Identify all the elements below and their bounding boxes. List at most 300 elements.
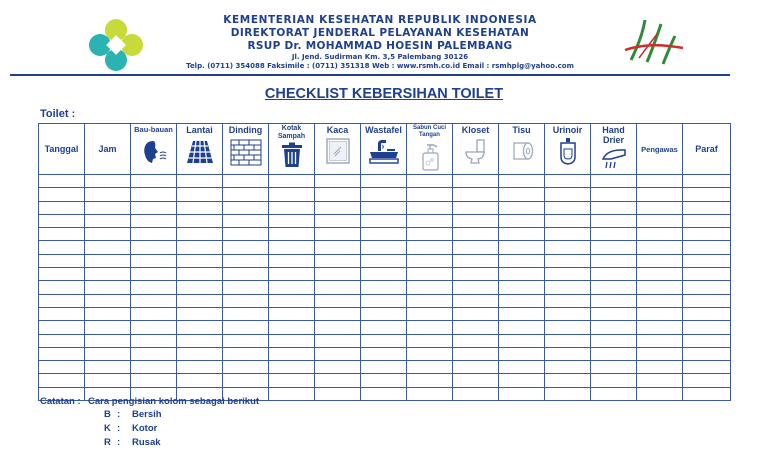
table-cell[interactable] <box>131 214 177 227</box>
table-cell[interactable] <box>315 268 361 281</box>
table-cell[interactable] <box>39 321 85 334</box>
table-cell[interactable] <box>407 175 453 188</box>
table-cell[interactable] <box>453 374 499 387</box>
table-cell[interactable] <box>177 241 223 254</box>
table-cell[interactable] <box>39 374 85 387</box>
table-cell[interactable] <box>269 281 315 294</box>
table-cell[interactable] <box>315 361 361 374</box>
table-cell[interactable] <box>683 254 731 267</box>
table-cell[interactable] <box>177 307 223 320</box>
table-cell[interactable] <box>315 281 361 294</box>
table-cell[interactable] <box>177 214 223 227</box>
table-cell[interactable] <box>407 334 453 347</box>
table-cell[interactable] <box>591 201 637 214</box>
page-title: CHECKLIST KEBERSIHAN TOILET <box>264 86 504 102</box>
table-cell[interactable] <box>269 307 315 320</box>
table-cell[interactable] <box>85 214 131 227</box>
table-cell[interactable] <box>39 241 85 254</box>
table-cell[interactable] <box>131 374 177 387</box>
table-cell[interactable] <box>39 228 85 241</box>
catatan-label: Catatan : <box>40 396 81 407</box>
table-cell[interactable] <box>407 307 453 320</box>
table-cell[interactable] <box>499 387 545 400</box>
table-cell[interactable] <box>637 321 683 334</box>
table-cell[interactable] <box>315 228 361 241</box>
col-tanggal: Tanggal <box>39 124 85 175</box>
table-cell[interactable] <box>223 254 269 267</box>
legend-code: B <box>104 409 111 420</box>
table-cell[interactable] <box>361 268 407 281</box>
table-row <box>39 175 731 188</box>
table-cell[interactable] <box>85 228 131 241</box>
table-cell[interactable] <box>545 201 591 214</box>
col-lantai: Lantai <box>177 124 223 175</box>
table-cell[interactable] <box>315 241 361 254</box>
table-cell[interactable] <box>361 307 407 320</box>
table-cell[interactable] <box>223 228 269 241</box>
table-row <box>39 201 731 214</box>
table-cell[interactable] <box>545 281 591 294</box>
table-cell[interactable] <box>85 374 131 387</box>
table-cell[interactable] <box>131 334 177 347</box>
table-cell[interactable] <box>361 374 407 387</box>
table-cell[interactable] <box>85 241 131 254</box>
table-cell[interactable] <box>683 214 731 227</box>
table-cell[interactable] <box>177 347 223 360</box>
table-cell[interactable] <box>499 228 545 241</box>
table-cell[interactable] <box>637 374 683 387</box>
table-row <box>39 294 731 307</box>
table-cell[interactable] <box>85 307 131 320</box>
table-cell[interactable] <box>223 334 269 347</box>
table-cell[interactable] <box>591 268 637 281</box>
table-cell[interactable] <box>637 188 683 201</box>
table-cell[interactable] <box>407 254 453 267</box>
table-cell[interactable] <box>131 201 177 214</box>
urinal-icon <box>553 137 583 167</box>
table-cell[interactable] <box>545 268 591 281</box>
table-cell[interactable] <box>361 294 407 307</box>
table-cell[interactable] <box>591 241 637 254</box>
table-cell[interactable] <box>85 347 131 360</box>
col-dinding: Dinding <box>223 124 269 175</box>
table-cell[interactable] <box>499 334 545 347</box>
table-cell[interactable] <box>683 228 731 241</box>
table-cell[interactable] <box>453 307 499 320</box>
table-cell[interactable] <box>269 321 315 334</box>
table-cell[interactable] <box>683 241 731 254</box>
table-cell[interactable] <box>407 387 453 400</box>
table-cell[interactable] <box>131 228 177 241</box>
mirror-icon <box>323 137 353 165</box>
legend-sep: : <box>117 423 121 434</box>
table-cell[interactable] <box>177 188 223 201</box>
table-cell[interactable] <box>637 241 683 254</box>
col-kloset: Kloset <box>453 124 499 175</box>
table-cell[interactable] <box>361 334 407 347</box>
table-cell[interactable] <box>85 188 131 201</box>
table-cell[interactable] <box>269 175 315 188</box>
table-cell[interactable] <box>407 347 453 360</box>
table-cell[interactable] <box>315 321 361 334</box>
table-cell[interactable] <box>269 294 315 307</box>
table-cell[interactable] <box>499 268 545 281</box>
table-cell[interactable] <box>683 307 731 320</box>
checklist-body <box>39 175 731 401</box>
col-urinoir: Urinoir <box>545 124 591 175</box>
table-cell[interactable] <box>453 214 499 227</box>
table-cell[interactable] <box>361 201 407 214</box>
table-cell[interactable] <box>453 321 499 334</box>
table-row <box>39 347 731 360</box>
hand-dryer-icon <box>599 147 629 171</box>
table-cell[interactable] <box>315 387 361 400</box>
table-cell[interactable] <box>499 294 545 307</box>
brick-wall-icon <box>230 137 262 167</box>
table-cell[interactable] <box>683 387 731 400</box>
table-cell[interactable] <box>177 201 223 214</box>
table-cell[interactable] <box>131 321 177 334</box>
table-cell[interactable] <box>269 268 315 281</box>
table-cell[interactable] <box>453 241 499 254</box>
table-cell[interactable] <box>85 321 131 334</box>
table-cell[interactable] <box>637 201 683 214</box>
table-cell[interactable] <box>39 334 85 347</box>
table-cell[interactable] <box>591 228 637 241</box>
table-cell[interactable] <box>499 201 545 214</box>
table-cell[interactable] <box>177 374 223 387</box>
toilet-label: Toilet : <box>40 108 76 120</box>
table-cell[interactable] <box>131 268 177 281</box>
table-cell[interactable] <box>591 214 637 227</box>
table-cell[interactable] <box>39 347 85 360</box>
table-cell[interactable] <box>223 321 269 334</box>
table-cell[interactable] <box>591 387 637 400</box>
table-cell[interactable] <box>591 294 637 307</box>
table-cell[interactable] <box>361 175 407 188</box>
header-address: Jl. Jend. Sudirman Km. 3,5 Palembang 30126 <box>291 53 469 61</box>
table-cell[interactable] <box>499 281 545 294</box>
table-cell[interactable] <box>85 201 131 214</box>
table-row <box>39 254 731 267</box>
table-cell[interactable] <box>637 175 683 188</box>
table-cell[interactable] <box>637 268 683 281</box>
table-cell[interactable] <box>545 374 591 387</box>
table-cell[interactable] <box>499 188 545 201</box>
table-cell[interactable] <box>545 387 591 400</box>
table-cell[interactable] <box>131 281 177 294</box>
table-cell[interactable] <box>177 334 223 347</box>
table-row <box>39 361 731 374</box>
table-cell[interactable] <box>177 228 223 241</box>
table-cell[interactable] <box>131 294 177 307</box>
table-cell[interactable] <box>177 175 223 188</box>
table-cell[interactable] <box>177 361 223 374</box>
soap-dispenser-icon <box>415 141 445 171</box>
table-cell[interactable] <box>453 228 499 241</box>
table-cell[interactable] <box>637 281 683 294</box>
table-row <box>39 374 731 387</box>
table-cell[interactable] <box>453 387 499 400</box>
table-cell[interactable] <box>591 188 637 201</box>
table-cell[interactable] <box>499 374 545 387</box>
table-cell[interactable] <box>637 334 683 347</box>
table-cell[interactable] <box>223 241 269 254</box>
table-cell[interactable] <box>591 281 637 294</box>
table-cell[interactable] <box>85 334 131 347</box>
table-cell[interactable] <box>591 307 637 320</box>
table-cell[interactable] <box>177 321 223 334</box>
table-cell[interactable] <box>499 321 545 334</box>
table-cell[interactable] <box>591 254 637 267</box>
table-cell[interactable] <box>315 334 361 347</box>
toilet-icon <box>461 137 491 165</box>
table-cell[interactable] <box>407 321 453 334</box>
table-cell[interactable] <box>545 228 591 241</box>
table-cell[interactable] <box>499 307 545 320</box>
table-cell[interactable] <box>499 347 545 360</box>
col-sabun-cuci-tangan: Sabun Cuci Tangan <box>407 124 453 175</box>
table-cell[interactable] <box>85 175 131 188</box>
header-contact: Telp. (0711) 354088 Faksimile : (0711) 351318 Web : www.rsmh.co.id Email : rsmhplg@yahoo.com <box>186 62 574 70</box>
table-cell[interactable] <box>315 175 361 188</box>
table-cell[interactable] <box>269 347 315 360</box>
table-cell[interactable] <box>683 281 731 294</box>
table-cell[interactable] <box>545 294 591 307</box>
legend-code: K <box>104 423 111 434</box>
table-cell[interactable] <box>683 294 731 307</box>
table-cell[interactable] <box>407 188 453 201</box>
table-cell[interactable] <box>545 321 591 334</box>
table-cell[interactable] <box>683 175 731 188</box>
table-cell[interactable] <box>131 175 177 188</box>
table-cell[interactable] <box>683 268 731 281</box>
table-cell[interactable] <box>453 334 499 347</box>
smell-face-icon <box>139 137 169 167</box>
catatan-text: Cara pengisian kolom sebagai berikut <box>88 396 260 407</box>
table-cell[interactable] <box>223 268 269 281</box>
col-kotak-sampah: Kotak Sampah <box>269 124 315 175</box>
table-cell[interactable] <box>545 347 591 360</box>
table-cell[interactable] <box>407 228 453 241</box>
table-cell[interactable] <box>269 228 315 241</box>
table-cell[interactable] <box>361 254 407 267</box>
table-cell[interactable] <box>637 361 683 374</box>
table-cell[interactable] <box>407 374 453 387</box>
col-paraf: Paraf <box>683 124 731 175</box>
table-cell[interactable] <box>361 361 407 374</box>
table-cell[interactable] <box>453 347 499 360</box>
table-cell[interactable] <box>407 214 453 227</box>
table-cell[interactable] <box>223 201 269 214</box>
table-cell[interactable] <box>453 281 499 294</box>
table-cell[interactable] <box>637 347 683 360</box>
table-cell[interactable] <box>591 347 637 360</box>
table-cell[interactable] <box>545 254 591 267</box>
table-cell[interactable] <box>223 374 269 387</box>
table-cell[interactable] <box>223 347 269 360</box>
table-cell[interactable] <box>269 387 315 400</box>
table-cell[interactable] <box>591 175 637 188</box>
table-cell[interactable] <box>269 374 315 387</box>
table-cell[interactable] <box>315 214 361 227</box>
table-cell[interactable] <box>361 188 407 201</box>
table-header-row <box>39 124 731 175</box>
table-cell[interactable] <box>269 361 315 374</box>
table-cell[interactable] <box>131 254 177 267</box>
table-cell[interactable] <box>269 254 315 267</box>
table-cell[interactable] <box>39 188 85 201</box>
table-cell[interactable] <box>545 334 591 347</box>
table-cell[interactable] <box>545 175 591 188</box>
table-cell[interactable] <box>453 268 499 281</box>
table-cell[interactable] <box>637 387 683 400</box>
table-cell[interactable] <box>39 281 85 294</box>
table-cell[interactable] <box>453 175 499 188</box>
kemenkes-logo <box>82 14 150 76</box>
table-cell[interactable] <box>39 254 85 267</box>
table-cell[interactable] <box>177 294 223 307</box>
table-cell[interactable] <box>637 294 683 307</box>
table-cell[interactable] <box>315 307 361 320</box>
floor-tiles-icon <box>185 137 215 167</box>
checklist-table <box>38 123 731 401</box>
table-cell[interactable] <box>499 175 545 188</box>
table-cell[interactable] <box>315 254 361 267</box>
table-cell[interactable] <box>39 214 85 227</box>
col-hand-drier: Hand Drier <box>591 124 637 175</box>
table-cell[interactable] <box>453 361 499 374</box>
table-cell[interactable] <box>591 374 637 387</box>
table-cell[interactable] <box>223 175 269 188</box>
table-cell[interactable] <box>315 347 361 360</box>
table-cell[interactable] <box>131 361 177 374</box>
rsmh-logo <box>617 14 689 70</box>
table-cell[interactable] <box>223 294 269 307</box>
table-cell[interactable] <box>683 201 731 214</box>
table-cell[interactable] <box>361 347 407 360</box>
table-cell[interactable] <box>85 294 131 307</box>
table-cell[interactable] <box>407 241 453 254</box>
table-cell[interactable] <box>637 307 683 320</box>
table-cell[interactable] <box>39 294 85 307</box>
table-cell[interactable] <box>361 228 407 241</box>
table-row <box>39 321 731 334</box>
table-cell[interactable] <box>361 241 407 254</box>
table-cell[interactable] <box>315 374 361 387</box>
legend-sep: : <box>117 409 121 420</box>
table-cell[interactable] <box>407 281 453 294</box>
table-cell[interactable] <box>269 334 315 347</box>
table-cell[interactable] <box>131 188 177 201</box>
table-cell[interactable] <box>315 188 361 201</box>
table-cell[interactable] <box>683 334 731 347</box>
table-cell[interactable] <box>315 201 361 214</box>
table-cell[interactable] <box>453 188 499 201</box>
table-row <box>39 228 731 241</box>
table-cell[interactable] <box>499 361 545 374</box>
table-cell[interactable] <box>269 214 315 227</box>
table-cell[interactable] <box>683 188 731 201</box>
table-cell[interactable] <box>361 321 407 334</box>
header-ministry: KEMENTERIAN KESEHATAN REPUBLIK INDONESIA <box>223 14 537 26</box>
table-cell[interactable] <box>545 361 591 374</box>
table-cell[interactable] <box>361 387 407 400</box>
table-cell[interactable] <box>223 281 269 294</box>
table-cell[interactable] <box>545 214 591 227</box>
table-cell[interactable] <box>223 307 269 320</box>
table-cell[interactable] <box>591 361 637 374</box>
table-cell[interactable] <box>39 268 85 281</box>
table-cell[interactable] <box>683 321 731 334</box>
table-cell[interactable] <box>637 214 683 227</box>
table-row <box>39 188 731 201</box>
table-cell[interactable] <box>637 254 683 267</box>
table-cell[interactable] <box>269 201 315 214</box>
table-cell[interactable] <box>39 175 85 188</box>
header-hospital: RSUP Dr. MOHAMMAD HOESIN PALEMBANG <box>247 40 513 52</box>
table-cell[interactable] <box>39 307 85 320</box>
table-row <box>39 214 731 227</box>
table-cell[interactable] <box>637 228 683 241</box>
table-cell[interactable] <box>545 307 591 320</box>
col-kaca: Kaca <box>315 124 361 175</box>
table-cell[interactable] <box>407 201 453 214</box>
table-cell[interactable] <box>407 294 453 307</box>
table-cell[interactable] <box>39 201 85 214</box>
table-cell[interactable] <box>131 347 177 360</box>
table-cell[interactable] <box>269 241 315 254</box>
table-cell[interactable] <box>39 361 85 374</box>
table-cell[interactable] <box>85 361 131 374</box>
table-cell[interactable] <box>453 201 499 214</box>
table-cell[interactable] <box>223 214 269 227</box>
table-cell[interactable] <box>85 254 131 267</box>
table-cell[interactable] <box>545 241 591 254</box>
table-cell[interactable] <box>499 214 545 227</box>
legend-meaning: Bersih <box>132 409 162 420</box>
table-cell[interactable] <box>131 307 177 320</box>
table-cell[interactable] <box>315 294 361 307</box>
table-cell[interactable] <box>269 188 315 201</box>
table-cell[interactable] <box>499 241 545 254</box>
table-cell[interactable] <box>85 281 131 294</box>
table-cell[interactable] <box>591 321 637 334</box>
legend-meaning: Kotor <box>132 423 158 434</box>
table-cell[interactable] <box>407 361 453 374</box>
table-cell[interactable] <box>545 188 591 201</box>
table-row <box>39 334 731 347</box>
table-cell[interactable] <box>361 214 407 227</box>
table-cell[interactable] <box>177 254 223 267</box>
table-cell[interactable] <box>177 281 223 294</box>
table-row <box>39 268 731 281</box>
table-cell[interactable] <box>499 254 545 267</box>
table-cell[interactable] <box>223 188 269 201</box>
table-cell[interactable] <box>683 374 731 387</box>
table-cell[interactable] <box>407 268 453 281</box>
table-cell[interactable] <box>591 334 637 347</box>
table-cell[interactable] <box>361 281 407 294</box>
table-cell[interactable] <box>683 347 731 360</box>
table-cell[interactable] <box>85 268 131 281</box>
table-cell[interactable] <box>223 361 269 374</box>
table-cell[interactable] <box>683 361 731 374</box>
table-cell[interactable] <box>453 294 499 307</box>
table-cell[interactable] <box>453 254 499 267</box>
table-cell[interactable] <box>177 268 223 281</box>
table-cell[interactable] <box>131 241 177 254</box>
